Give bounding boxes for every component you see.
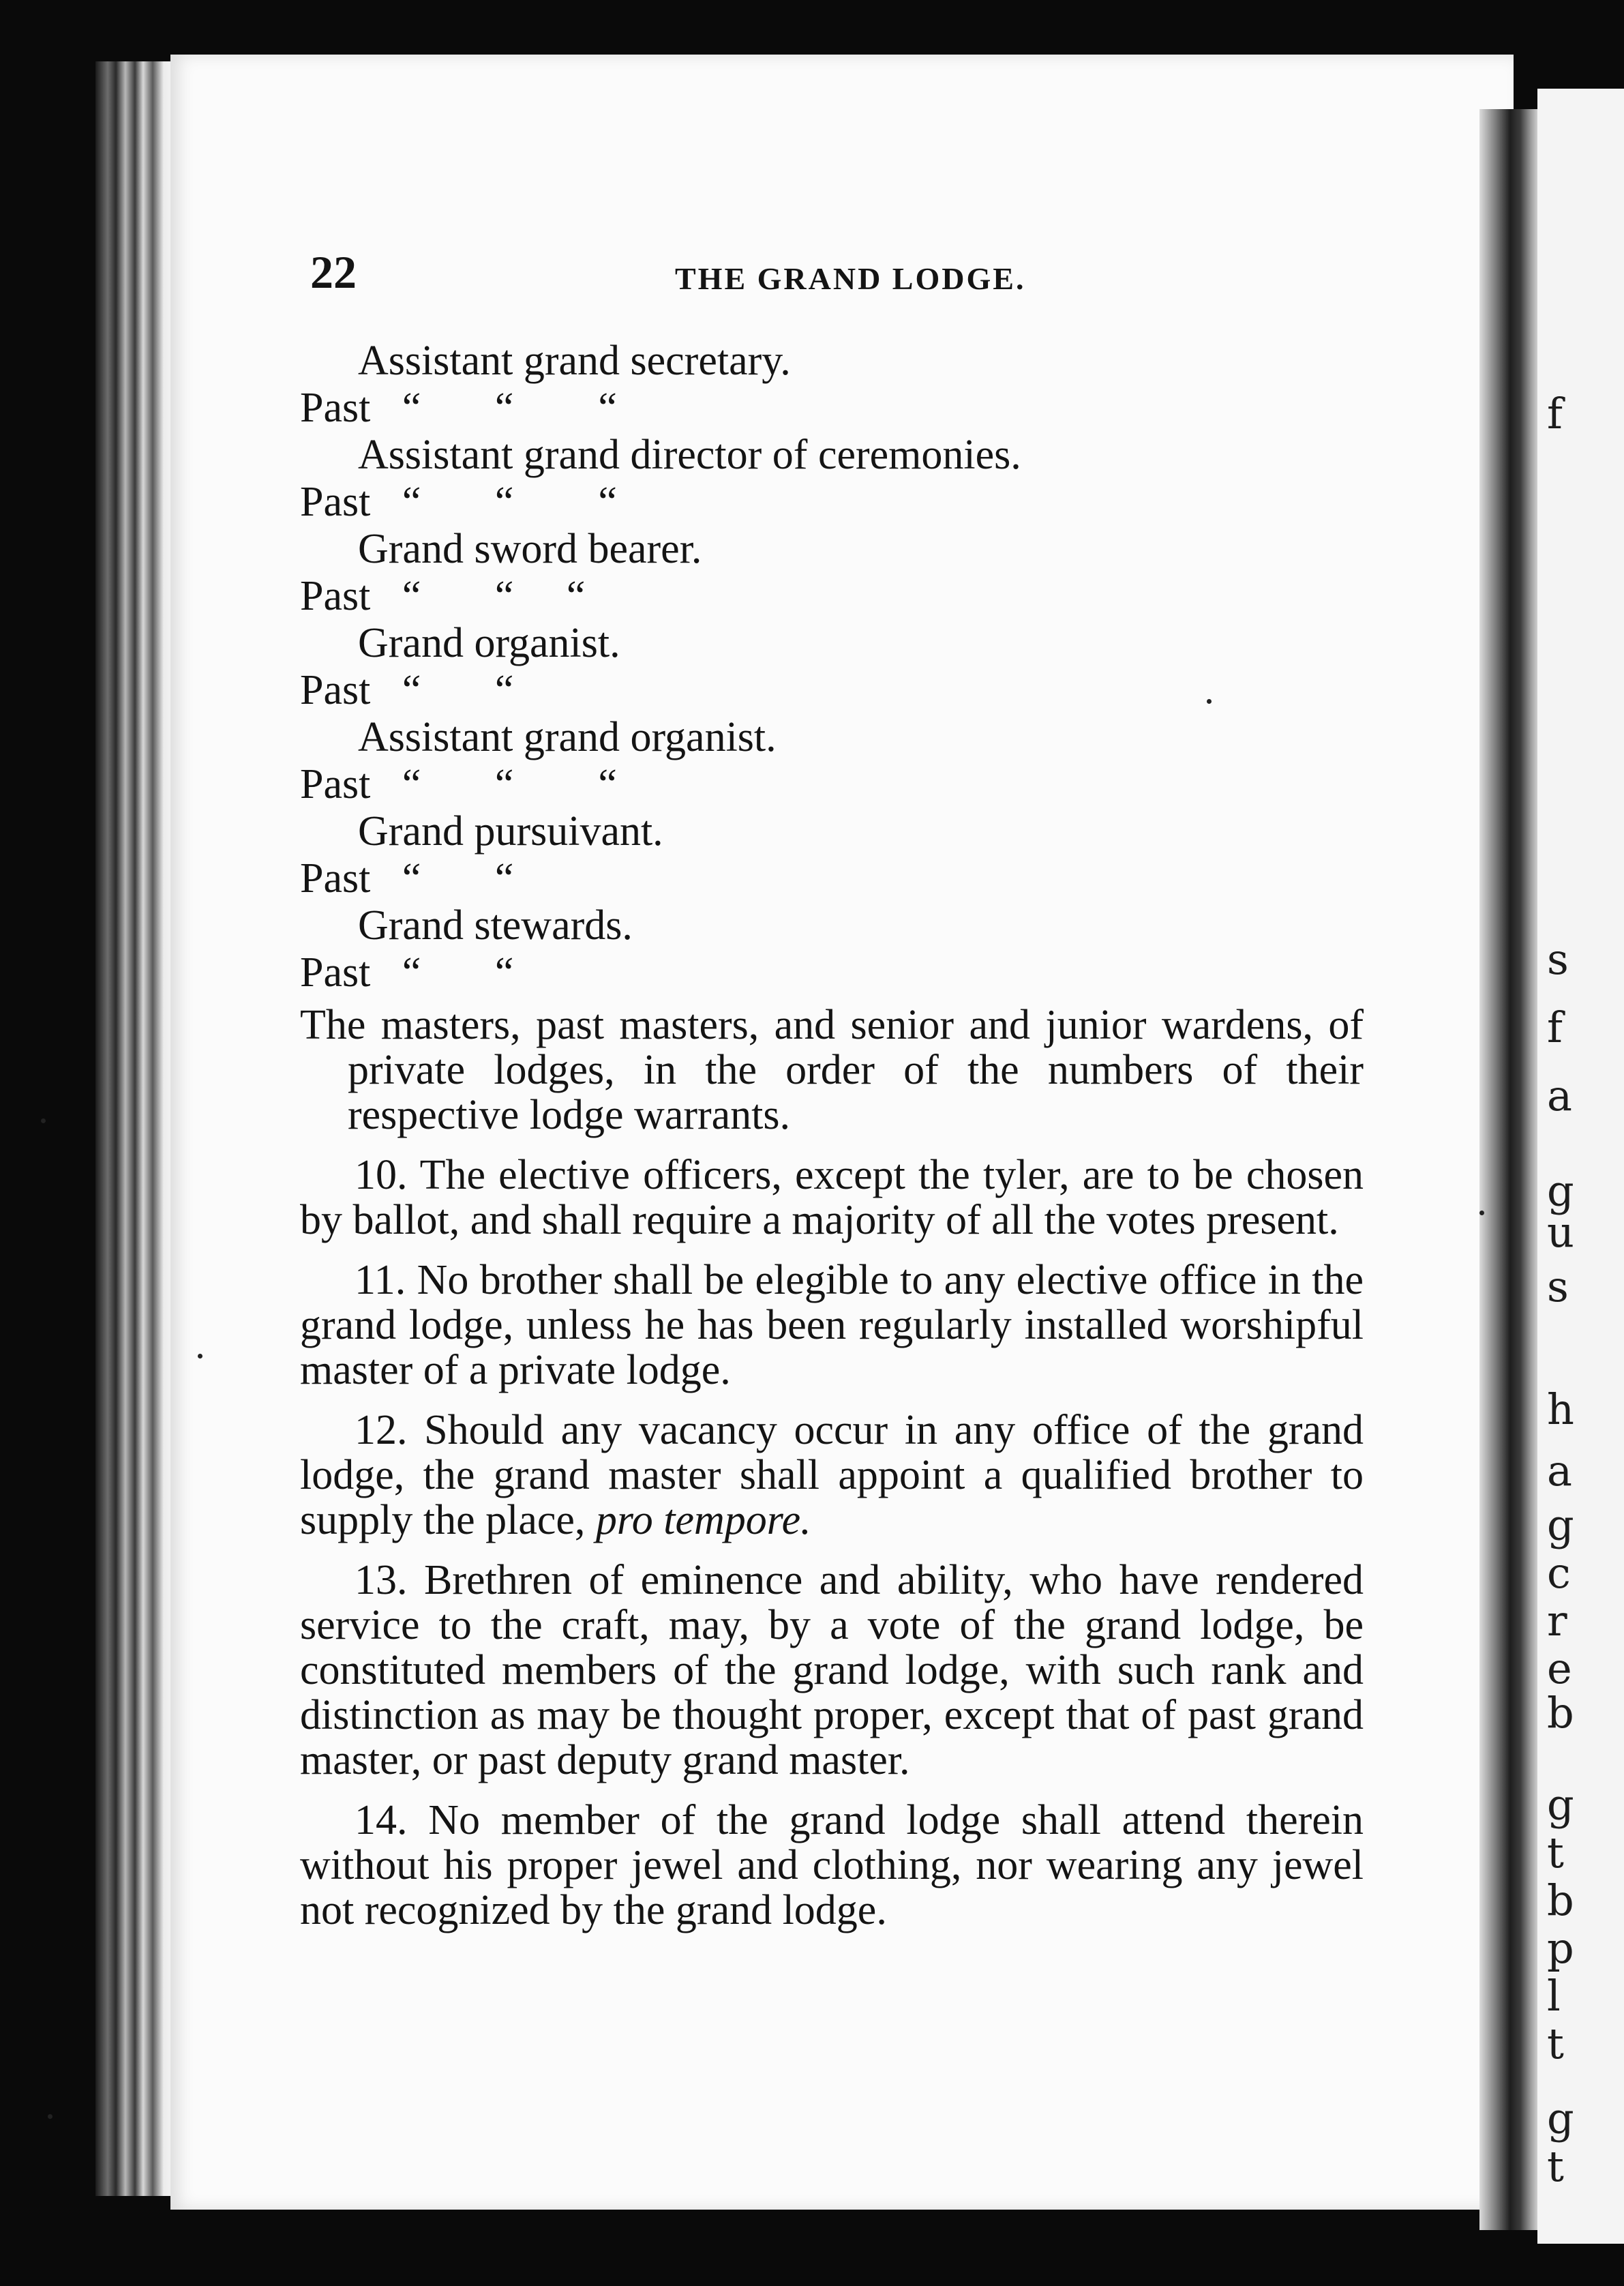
- officer-past: Past “ “: [300, 667, 514, 713]
- speck: [48, 2114, 52, 2119]
- facing-page-edge: [1537, 89, 1624, 2244]
- officer-title: Grand organist.: [358, 620, 620, 666]
- page-header: [310, 246, 1367, 307]
- facing-page-fragment: r: [1547, 1596, 1567, 1646]
- body-text: [300, 1003, 1364, 1933]
- facing-page-fragment: g: [1547, 1166, 1574, 1216]
- officer-title: Assistant grand director of ceremonies.: [358, 432, 1021, 478]
- facing-page-fragment: p: [1547, 1923, 1574, 1973]
- masters-paragraph: The masters, past masters, and senior and junior wardens, of private lodges, in the order of the numbers of their respective lodge warrants.: [300, 1002, 1364, 1138]
- officer-title: Assistant grand organist.: [358, 714, 777, 760]
- facing-page-fragment: g: [1547, 1780, 1574, 1830]
- officer-past: Past “ “ “: [300, 573, 586, 619]
- left-page-edges: [95, 61, 177, 2196]
- officer-title: Assistant grand secretary.: [358, 338, 791, 384]
- officer-past: Past “ “: [300, 855, 514, 902]
- officer-title: Grand sword bearer.: [358, 526, 702, 572]
- facing-page-fragment: g: [1547, 1500, 1574, 1550]
- rule-12-text: 12. Should any vacancy occur in any office of the grand lodge, the grand master shall appoint a qualified brother to supply the place,: [300, 1407, 1364, 1543]
- officer-entry: [300, 338, 1391, 432]
- facing-page-fragment: f: [1547, 389, 1563, 439]
- rule-10: 10. The elective officers, except the tyler, are to be chosen by ballot, and shall require a majority of all the votes present.: [300, 1152, 1364, 1243]
- officer-past: Past “ “ “: [300, 761, 617, 807]
- facing-page-fragment: s: [1547, 934, 1569, 984]
- officer-entry: [300, 526, 1391, 620]
- facing-page-fragment: t: [1547, 2141, 1564, 2191]
- officer-entry: [300, 620, 1391, 714]
- facing-page-fragment: u: [1547, 1207, 1574, 1257]
- officer-past: Past “ “: [300, 949, 514, 996]
- facing-page-fragment: b: [1547, 1688, 1574, 1738]
- facing-page-fragment: l: [1547, 1971, 1561, 2021]
- speck: [198, 1354, 202, 1359]
- rule-14: 14. No member of the grand lodge shall attend therein without his proper jewel and clothing, nor wearing any jewel not recognized by the grand lodge.: [300, 1797, 1364, 1933]
- facing-page-fragment: b: [1547, 1875, 1574, 1925]
- speck: [1207, 699, 1212, 704]
- facing-page-fragment: t: [1547, 2019, 1564, 2068]
- rule-11: 11. No brother shall be elegible to any elective office in the grand lodge, unless he has been regularly installed worshipful master of a private lodge.: [300, 1257, 1364, 1393]
- facing-page-fragment: c: [1547, 1548, 1571, 1598]
- officer-entry: [300, 808, 1391, 902]
- facing-page-fragment: a: [1547, 1071, 1572, 1120]
- rule-13: 13. Brethren of eminence and ability, who have rendered service to the craft, may, by a vote of the grand lodge, be constituted members of the grand lodge, with such rank and distinction as may be thought proper, except that of past grand master, or past deputy grand master.: [300, 1557, 1364, 1783]
- officer-list: [300, 338, 1391, 996]
- facing-page-fragment: e: [1547, 1644, 1572, 1693]
- facing-page-fragment: f: [1547, 1003, 1563, 1052]
- officer-entry: [300, 432, 1391, 526]
- officer-title: Grand stewards.: [358, 902, 633, 949]
- facing-page-fragment: a: [1547, 1446, 1572, 1496]
- speck: [41, 1118, 46, 1123]
- running-head: THE GRAND LODGE.: [675, 261, 1026, 296]
- officer-entry: [300, 902, 1391, 996]
- officer-title: Grand pursuivant.: [358, 808, 663, 855]
- rule-12-italic: pro tempore.: [595, 1497, 811, 1543]
- facing-page-fragment: h: [1547, 1384, 1574, 1434]
- facing-page-fragment: g: [1547, 2094, 1574, 2143]
- book-spine: [1479, 109, 1541, 2230]
- page-number: 22: [310, 246, 357, 298]
- speck: [1479, 1211, 1484, 1215]
- facing-page-fragment: t: [1547, 1828, 1564, 1877]
- officer-past: Past “ “ “: [300, 479, 617, 525]
- facing-page-fragment: s: [1547, 1262, 1569, 1311]
- officer-past: Past “ “ “: [300, 385, 617, 431]
- rule-12: [300, 1408, 1364, 1543]
- officer-entry: [300, 714, 1391, 808]
